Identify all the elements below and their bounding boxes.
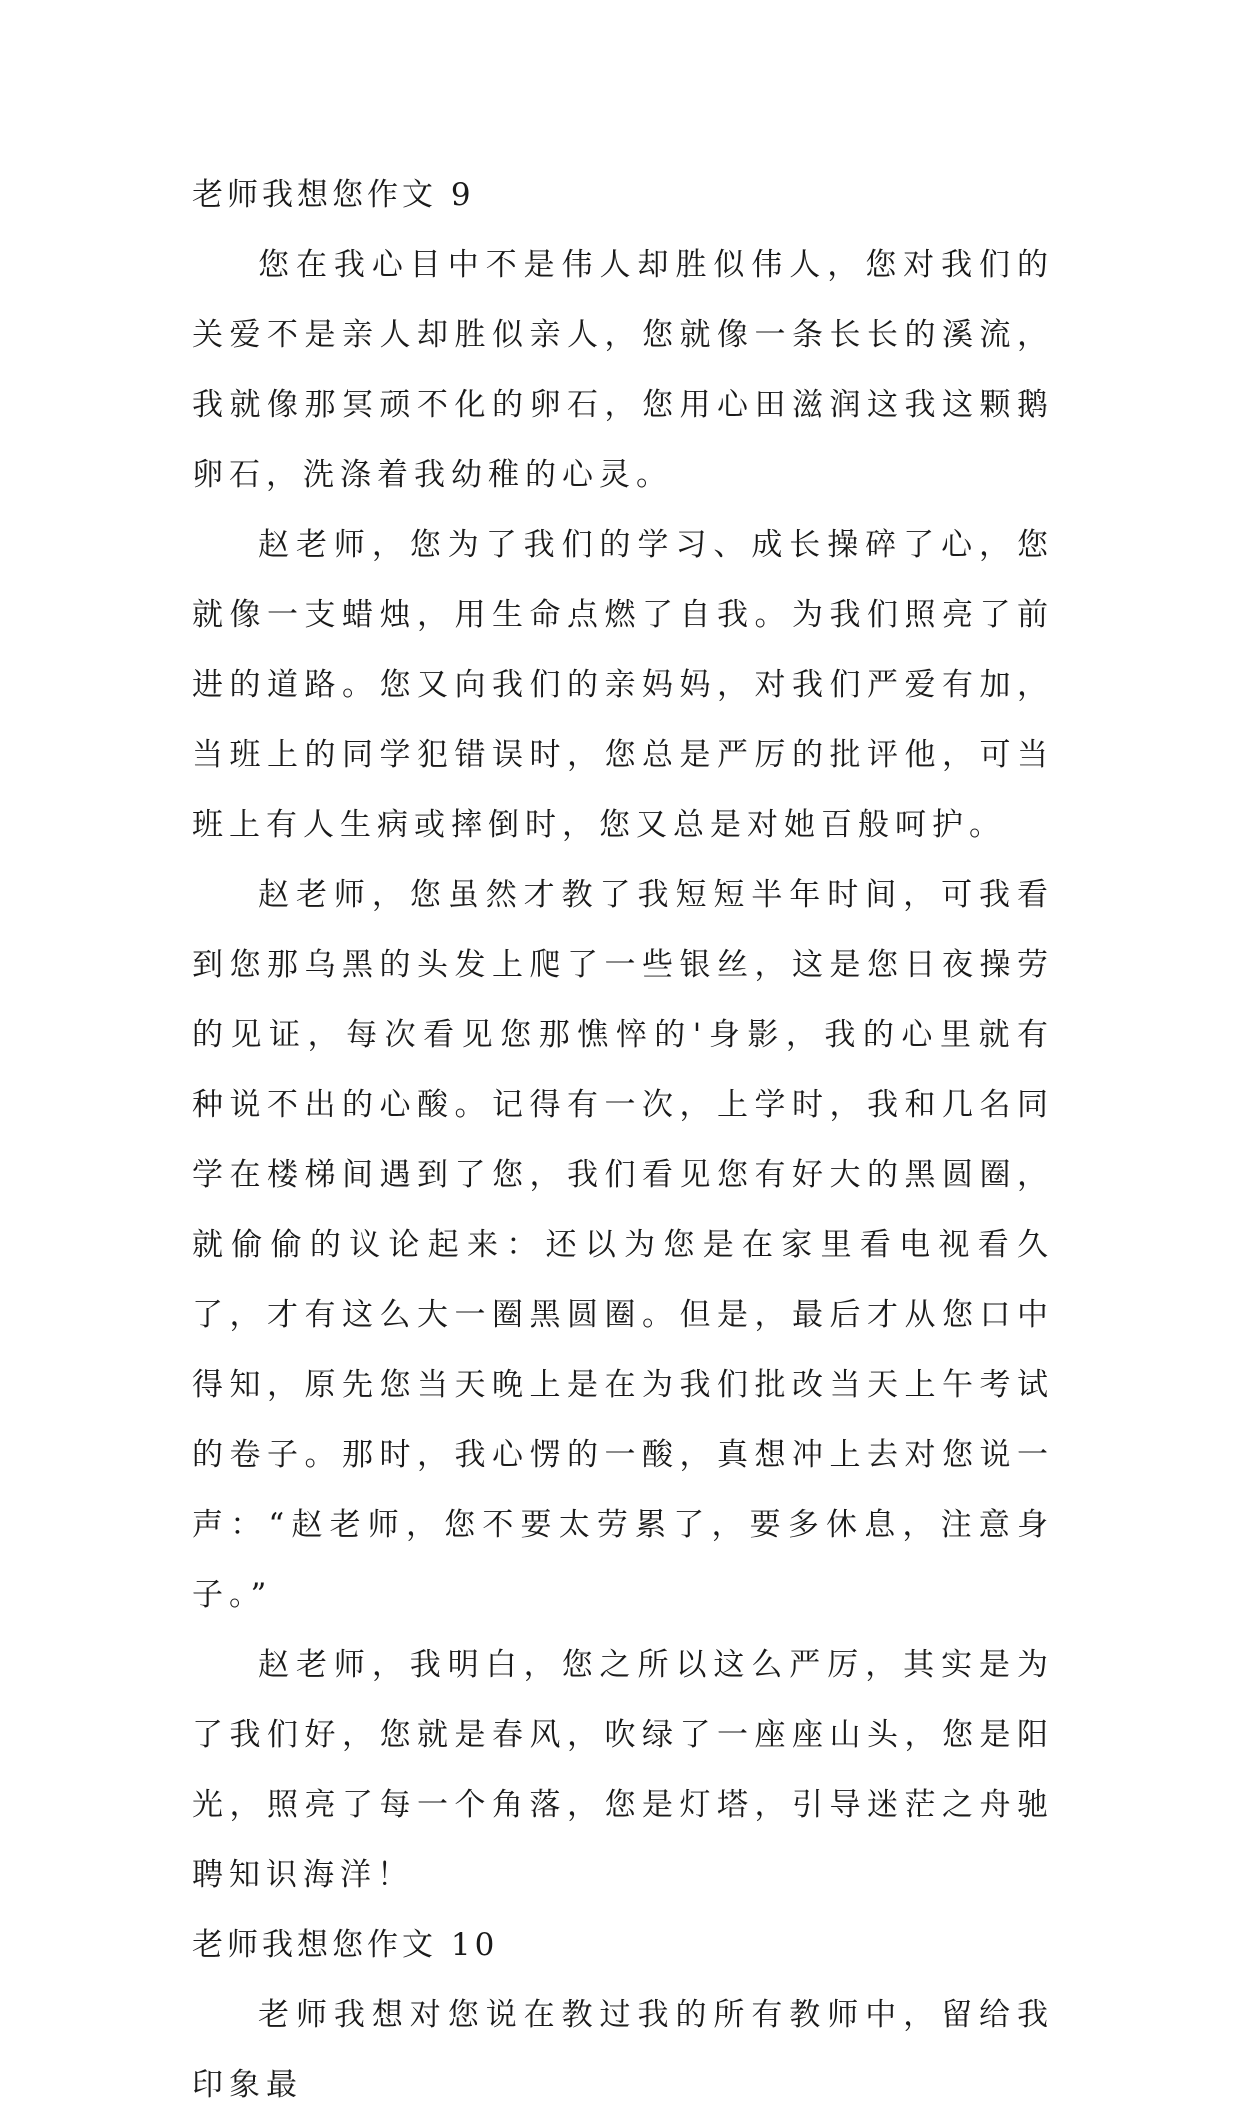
essay-9-paragraph-1: 您在我心目中不是伟人却胜似伟人，您对我们的关爱不是亲人却胜似亲人，您就像一条长长的溪流，我就像那冥顽不化的卵石，您用心田滋润这我这颗鹅卵石，洗涤着我幼稚的心灵。 xyxy=(192,247,1054,493)
essay-9-paragraph-3: 赵老师，您虽然才教了我短短半年时间，可我看到您那乌黑的头发上爬了一些银丝，这是您日夜操劳的见证，每次看见您那憔悴的'身影，我的心里就有种说不出的心酸。记得有一次，上学时，我和几名同学在楼梯间遇到了您，我们看见您有好大的黑圆圈，就偷偷的议论起来：还以为您是在家里看电视看久了，才有这么大一圈黑圆圈。但是，最后才从您口中得知，原先您当天晚上是在为我们批改当天上午考试的卷子。那时，我心愣的一酸，真想冲上去对您说一声：“赵老师，您不要太劳累了，要多休息，注意身子。” xyxy=(192,877,1054,1613)
essay-9-title: 老师我想您作文 9 xyxy=(192,177,475,213)
essay-9-paragraph-2: 赵老师，您为了我们的学习、成长操碎了心，您就像一支蜡烛，用生命点燃了自我。为我们照亮了前进的道路。您又向我们的亲妈妈，对我们严爱有加，当班上的同学犯错误时，您总是严厉的批评他，可当班上有人生病或摔倒时，您又总是对她百般呵护。 xyxy=(192,527,1054,843)
document-body xyxy=(192,160,1054,2120)
essay-10-title: 老师我想您作文 10 xyxy=(192,1927,499,1963)
essay-9-paragraph-4: 赵老师，我明白，您之所以这么严厉，其实是为了我们好，您就是春风，吹绿了一座座山头，您是阳光，照亮了每一个角落，您是灯塔，引导迷茫之舟驰聘知识海洋！ xyxy=(192,1647,1054,1893)
essay-10-paragraph-1: 老师我想对您说在教过我的所有教师中，留给我印象最 xyxy=(192,1997,1054,2103)
